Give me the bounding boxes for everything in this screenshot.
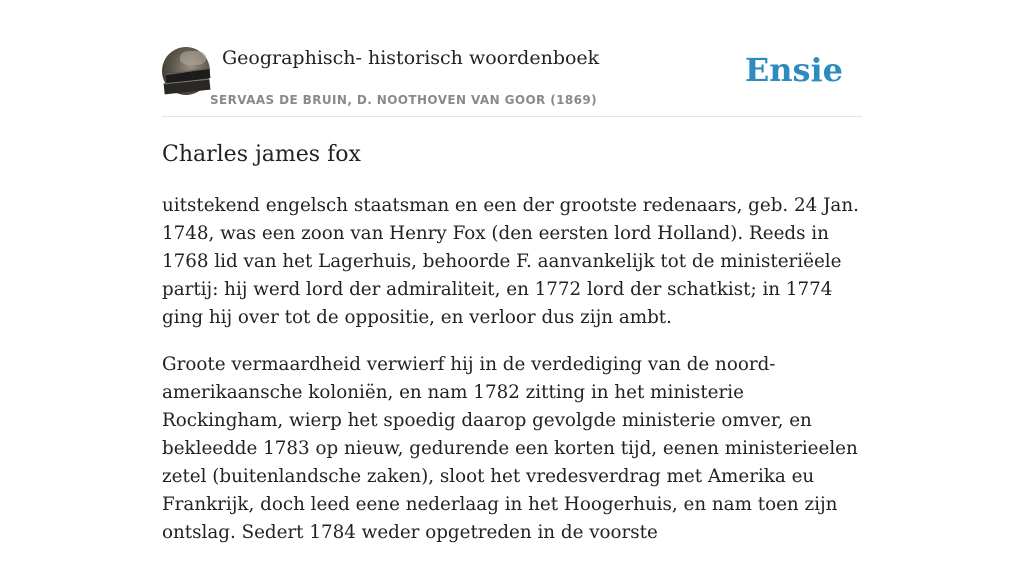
book-authors-meta: SERVAAS DE BRUIN, D. NOOTHOVEN VAN GOOR (1869) <box>210 93 598 107</box>
entry-paragraph: Groote vermaardheid verwierf hij in de verdediging van de noord-amerikaansche koloniën, en nam 1782 zitting in het ministerie Rockingham, wierp het spoedig daarop gevolgde ministerie omver, en bekleedde 1783 op nieuw, gedurende een korten tijd, eenen ministerieelen zetel (buitenlandsche zaken), sloot het vredesverdrag met Amerika eu Frankrijk, doch leed eene nederlaag in het Hoogerhuis, en nam toen zijn ontslag. Sedert 1784 weder opgetreden in de voorste <box>162 354 858 543</box>
cover-highlight <box>180 51 206 65</box>
book-cover-avatar[interactable] <box>162 47 210 95</box>
page-container <box>162 0 862 543</box>
ensie-logo[interactable]: Ensie <box>744 51 843 89</box>
entry-paragraph: uitstekend engelsch staatsman en een der grootste redenaars, geb. 24 Jan. 1748, was een zoon van Henry Fox (den eersten lord Holland). Reeds in 1768 lid van het Lagerhuis, behoorde F. aanvankelijk tot de ministeriëele partij: hij werd lord der admiraliteit, en 1772 lord der schatkist; in 1774 ging hij over tot de oppositie, en verloor dus zijn ambt. <box>162 195 859 328</box>
entry-header <box>162 46 862 117</box>
entry-title: Charles james fox <box>162 142 361 167</box>
book-title-link[interactable]: Geographisch- historisch woordenboek <box>222 47 600 69</box>
entry-body <box>162 192 862 566</box>
